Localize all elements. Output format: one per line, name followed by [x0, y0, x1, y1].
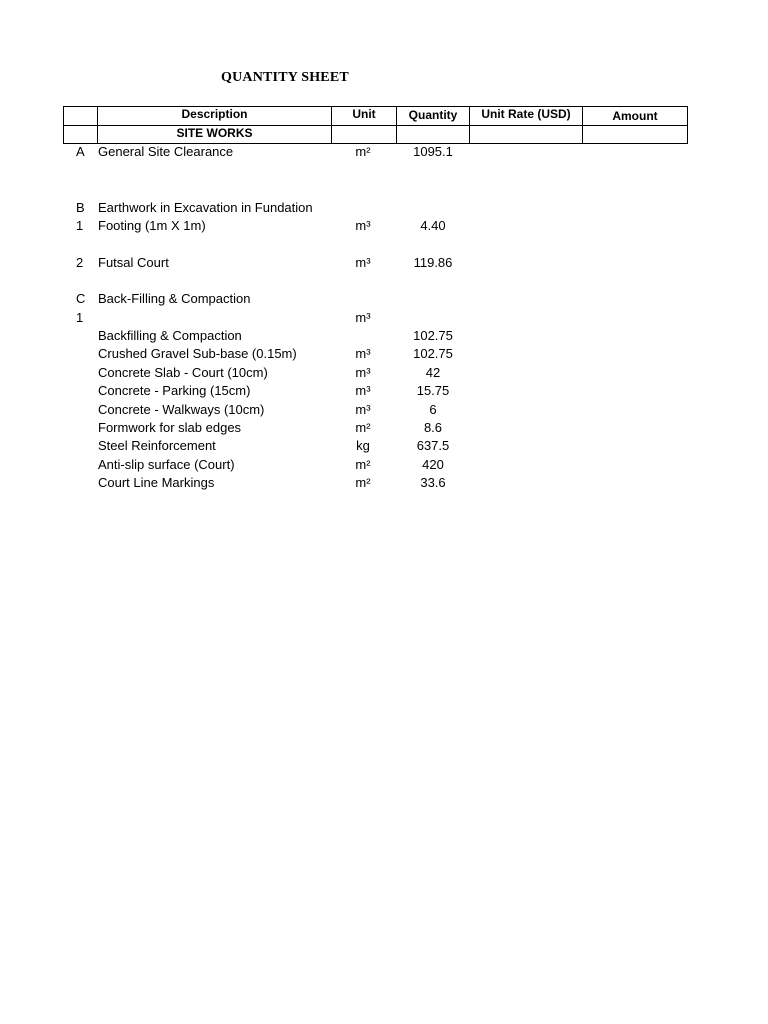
- row-unit: m³: [355, 383, 371, 398]
- row-unit: m²: [355, 457, 371, 472]
- row-description: Concrete - Walkways (10cm): [98, 402, 265, 417]
- row-ref: A: [76, 144, 85, 159]
- row-description: General Site Clearance: [98, 144, 234, 159]
- row-unit: m²: [355, 144, 371, 159]
- row-description: Court Line Markings: [98, 475, 215, 490]
- header-cell-blank: [63, 106, 98, 126]
- row-unit: m³: [355, 218, 371, 233]
- section-cell-amount: [582, 125, 688, 144]
- row-unit: m²: [355, 420, 371, 435]
- row-unit: m²: [355, 475, 371, 490]
- row-unit: m³: [355, 255, 371, 270]
- header-quantity: Quantity: [396, 106, 470, 126]
- row-description: Formwork for slab edges: [98, 420, 242, 435]
- row-quantity: 4.40: [420, 218, 446, 233]
- row-quantity: 637.5: [416, 438, 450, 453]
- row-quantity: 420: [422, 457, 444, 472]
- section-cell-unit-rate: [469, 125, 583, 144]
- header-description: Description: [97, 106, 332, 126]
- row-description: Concrete Slab - Court (10cm): [98, 365, 268, 380]
- row-quantity: 15.75: [416, 383, 450, 398]
- row-description: Concrete - Parking (15cm): [98, 383, 251, 398]
- row-ref: 1: [76, 310, 84, 325]
- row-description: Steel Reinforcement: [98, 438, 216, 453]
- row-unit: m³: [355, 346, 371, 361]
- section-cell-unit: [331, 125, 397, 144]
- row-unit: m³: [355, 402, 371, 417]
- header-unit: Unit: [331, 106, 397, 126]
- row-description: Crushed Gravel Sub-base (0.15m): [98, 346, 297, 361]
- row-description: Back-Filling & Compaction: [98, 291, 251, 306]
- row-quantity: 33.6: [420, 475, 446, 490]
- row-description: Earthwork in Excavation in Fundation: [98, 200, 313, 215]
- section-cell-blank: [63, 125, 98, 144]
- row-quantity: 102.75: [413, 328, 453, 343]
- row-ref: 1: [76, 218, 84, 233]
- row-quantity: 6: [429, 402, 437, 417]
- row-ref: B: [76, 200, 85, 215]
- row-ref: 2: [76, 255, 84, 270]
- row-quantity: 1095.1: [413, 144, 453, 159]
- row-description: Futsal Court: [98, 255, 169, 270]
- row-description: Backfilling & Compaction: [98, 328, 242, 343]
- page-title: QUANTITY SHEET: [221, 70, 349, 85]
- section-cell-quantity: [396, 125, 470, 144]
- row-description: Anti-slip surface (Court): [98, 457, 235, 472]
- row-quantity: 8.6: [423, 420, 443, 435]
- row-unit: kg: [356, 438, 370, 453]
- section-title: SITE WORKS: [97, 125, 332, 144]
- row-ref: C: [76, 291, 86, 306]
- row-unit: m³: [355, 365, 371, 380]
- header-amount: Amount: [582, 106, 688, 126]
- row-description: Footing (1m X 1m): [98, 218, 206, 233]
- row-quantity: 42: [425, 365, 441, 380]
- header-unit-rate: Unit Rate (USD): [469, 106, 583, 126]
- row-quantity: 119.86: [413, 255, 453, 270]
- row-unit: m³: [355, 310, 371, 325]
- row-quantity: 102.75: [413, 346, 453, 361]
